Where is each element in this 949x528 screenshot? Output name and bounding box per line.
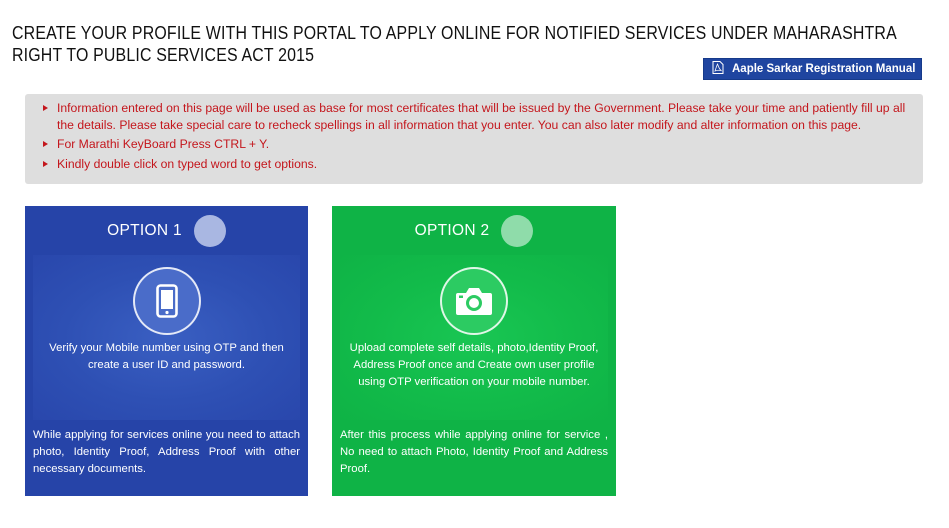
registration-manual-button[interactable] [703,58,922,80]
info-item-text: For Marathi KeyBoard Press CTRL + Y. [57,137,270,151]
option-1-radio-dot[interactable] [194,215,226,247]
option-2-description: Upload complete self details, photo,Identity Proof, Address Proof once and Create own user profile using OTP verification on your mobile number. [349,342,599,388]
option-1-label: OPTION 1 [107,221,182,239]
pdf-icon [712,61,724,77]
bullet-arrow-icon [43,105,48,111]
bullet-arrow-icon [43,141,48,147]
option-2-note: After this process while applying online for service , No need to attach Photo, Identity Proof and Address Proof. [340,429,608,475]
info-item [43,136,913,153]
option-1-description: Verify your Mobile number using OTP and then create a user ID and password. [49,342,284,371]
option-2-header [332,206,616,255]
option-1-header [25,206,308,255]
bullet-arrow-icon [43,161,48,167]
mobile-phone-icon [133,267,201,335]
info-item [43,100,913,133]
page-title: CREATE YOUR PROFILE WITH THIS PORTAL TO APPLY ONLINE FOR NOTIFIED SERVICES UNDER MAHARASHTRA RIGHT TO PUBLIC SERVICES ACT 2015 [12,22,896,65]
option-2-radio-dot[interactable] [501,215,533,247]
info-item-text: Information entered on this page will be used as base for most certificates that will be issued by the Government. Please take your time and patiently fill up all the details. Please take special care to recheck spellings in all information that you enter. You can also later modify and alter information on this page. [57,101,906,132]
info-item [43,156,913,173]
camera-icon [440,267,508,335]
option-2-card[interactable] [332,206,616,496]
info-item-text: Kindly double click on typed word to get options. [57,156,318,171]
option-1-panel [33,255,300,420]
option-1-card[interactable] [25,206,308,496]
option-2-label: OPTION 2 [414,221,490,239]
info-notice-box [25,94,923,184]
option-1-note: While applying for services online you need to attach photo, Identity Proof, Address Proof with other necessary documents. [33,429,300,475]
registration-manual-label: Aaple Sarkar Registration Manual [732,63,916,75]
option-2-panel [340,255,608,420]
